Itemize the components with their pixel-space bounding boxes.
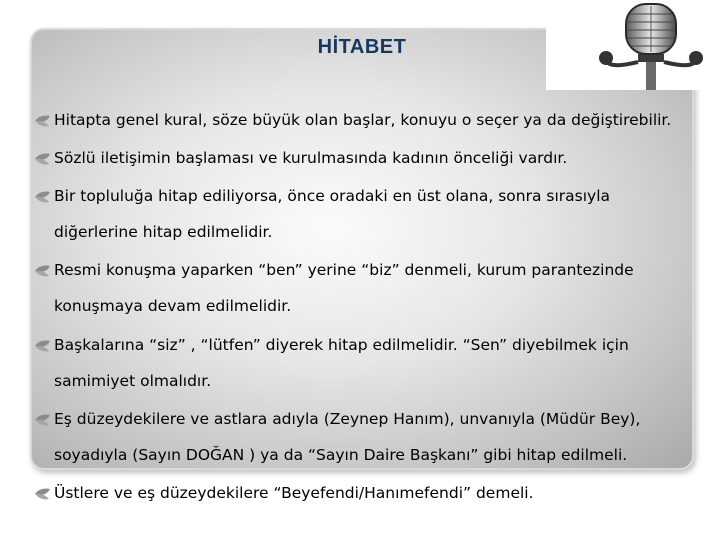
bullet-leaf-icon <box>34 114 51 128</box>
bullet-text: Hitapta genel kural, söze büyük olan başlar, konuyu o seçer ya da değiştirebilir. <box>54 111 672 129</box>
bullet-continuation: samimiyet olmalıdır. <box>54 372 212 390</box>
bullet-text: Resmi konuşma yaparken “ben” yerine “biz” denmeli, kurum parantezinde <box>54 261 634 279</box>
bullet-leaf-icon <box>34 487 51 501</box>
bullet-leaf-icon <box>34 152 51 166</box>
bullet-leaf-icon <box>34 413 51 427</box>
bullet-text: Sözlü iletişimin başlaması ve kurulmasında kadının önceliği vardır. <box>54 149 568 167</box>
bullet-leaf-icon <box>34 190 51 204</box>
bullet-continuation: soyadıyla (Sayın DOĞAN ) ya da “Sayın Daire Başkanı” gibi hitap edilmeli. <box>54 446 628 464</box>
bullet-continuation: konuşmaya devam edilmelidir. <box>54 297 292 315</box>
bullet-text: Başkalarına “siz” , “lütfen” diyerek hitap edilmelidir. “Sen” diyebilmek için <box>54 336 629 354</box>
bullet-text: Bir topluluğa hitap ediliyorsa, önce oradaki en üst olana, sonra sırasıyla <box>54 187 611 205</box>
slide-title: HİTABET <box>317 36 407 58</box>
bullet-text: Eş düzeydekilere ve astlara adıyla (Zeynep Hanım), unvanıyla (Müdür Bey), <box>54 410 641 428</box>
bullet-leaf-icon <box>34 264 51 278</box>
bullet-continuation: diğerlerine hitap edilmelidir. <box>54 223 273 241</box>
bullet-leaf-icon <box>34 339 51 353</box>
bullet-text: Üstlere ve eş düzeydekilere “Beyefendi/Hanımefendi” demeli. <box>54 484 534 502</box>
